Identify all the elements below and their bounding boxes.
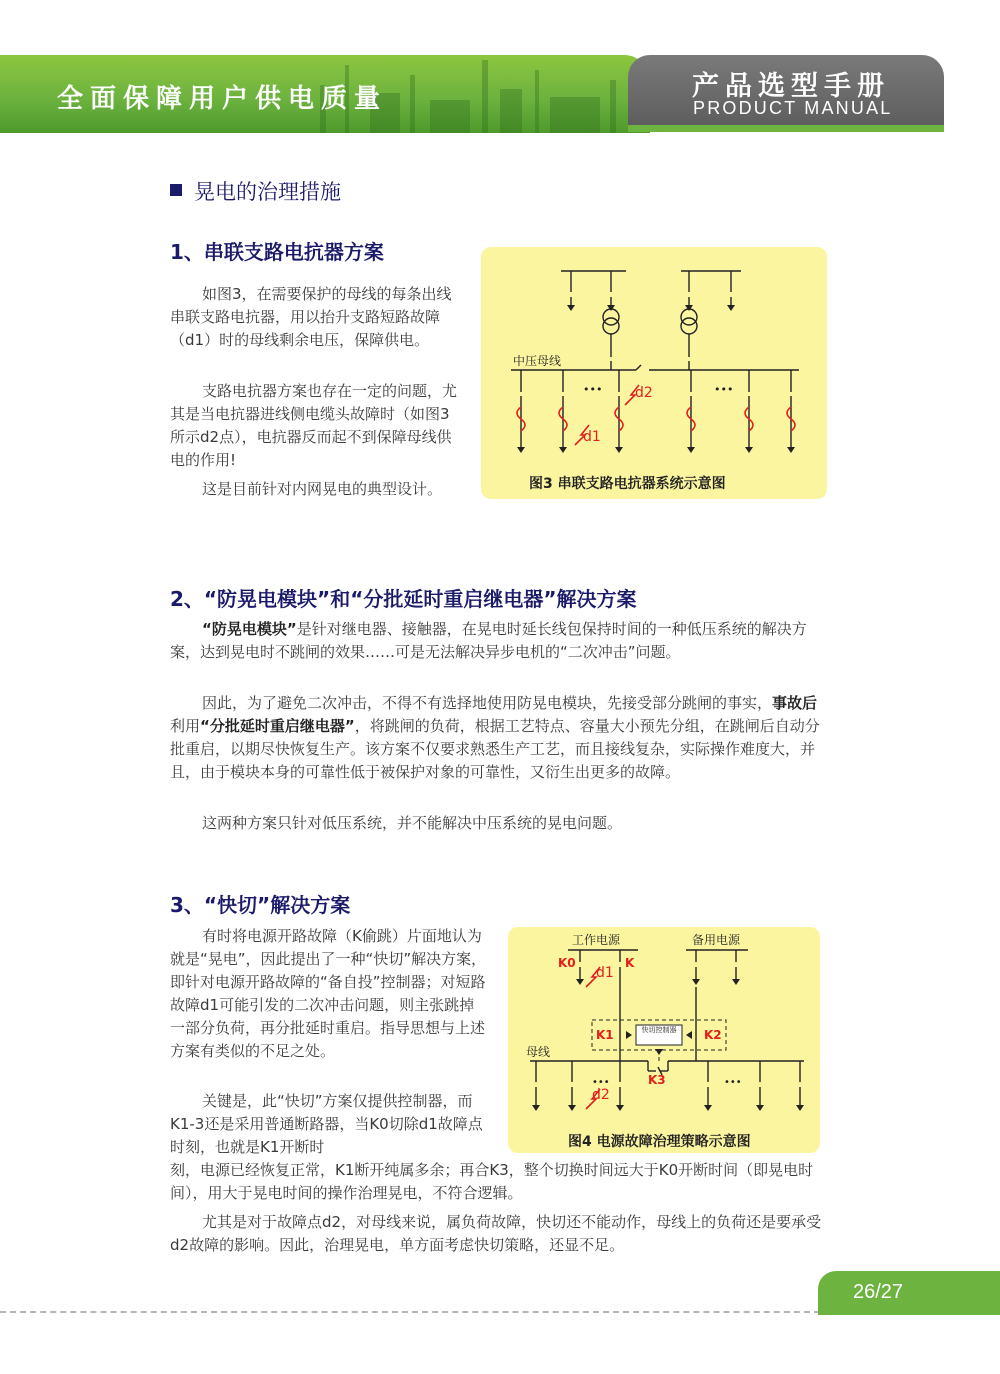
section2-paragraph-2 (170, 692, 822, 784)
dots-right: ••• (714, 383, 734, 396)
figure-4-caption: 图4 电源故障治理策略示意图 (568, 1134, 751, 1150)
section3-paragraph-3: 尤其是对于故障点d2，对母线来说，属负荷故障，快切还不能动作，母线上的负荷还是要承受d2故障的影响。因此，治理晃电，单方面考虑快切策略，还显不足。 (170, 1213, 822, 1254)
figure-4 (508, 927, 820, 1153)
manual-title-en: PRODUCT MANUAL (693, 98, 893, 118)
section3-title: 3、“快切”解决方案 (170, 893, 351, 917)
section2-p2-a: 因此，为了避免二次冲击，不得不有选择地使用防晃电模块，先接受部分跳闸的事实， (202, 694, 773, 712)
fault-d1-label: d1 (583, 429, 601, 445)
label-d1: d1 (596, 965, 614, 981)
figure-3-caption: 图3 串联支路电抗器系统示意图 (529, 476, 726, 492)
manual-title-cn: 产品选型手册 (692, 71, 890, 102)
manual-tab-base (628, 125, 944, 132)
page-title-text: 晃电的治理措施 (194, 180, 341, 204)
page-number: 26/27 (853, 1281, 904, 1303)
section2-p1-rest: 是针对继电器、接触器，在晃电时延长线包保持时间的一种低压系统的解决方案，达到晃电时不跳闸的效果……可是无法解决异步电机的“二次冲击”问题。 (170, 620, 807, 661)
figure-3 (481, 247, 827, 499)
figure-3-diagram (481, 247, 827, 499)
page-title (170, 176, 341, 206)
footer-divider (0, 1311, 820, 1313)
section2-paragraph-1 (170, 618, 822, 664)
section2-p2-b: 利用 (170, 717, 201, 735)
section1-title: 1、串联支路电抗器方案 (170, 240, 384, 264)
label-k: K (625, 956, 635, 970)
section1-paragraph-3: 这是目前针对内网晃电的典型设计。 (202, 480, 443, 498)
section1-paragraph-1: 如图3，在需要保护的母线的每条出线串联支路电抗器，用以抬升支路短路故障（d1）时的母线剩余电压，保障供电。 (170, 285, 452, 349)
label-k3: K3 (648, 1073, 666, 1087)
section2-title: 2、“防晃电模块”和“分批延时重启继电器”解决方案 (170, 587, 637, 611)
section2-paragraph-3: 这两种方案只针对低压系统，并不能解决中压系统的晃电问题。 (202, 814, 623, 832)
label-d2: d2 (592, 1087, 610, 1103)
section2-p2-c: ，将跳闸的负荷，根据工艺特点、容量大小预先分组，在跳闸后自动分批重启，以期尽快恢复生产。该方案不仅要求熟悉生产工艺，而且接线复杂，实际操作难度大，并且，由于模块本身的可靠性低于被保护对象的可靠性，又衍生出更多的故障。 (170, 717, 820, 781)
bold-after-fault: 事故后 (772, 694, 818, 712)
header-slogan: 全面保障用户供电质量 (57, 84, 388, 114)
section3-paragraph-1: 有时将电源开路故障（K偷跳）片面地认为就是“晃电”，因此提出了一种“快切”解决方案，即针对电源开路故障的“备自投”控制器；对短路故障d1可能引发的二次冲击问题，则主张跳掉一部分负荷，再分批延时重启。指导思想与上述方案有类似的不足之处。 (170, 927, 487, 1060)
footer-page-tab (818, 1271, 1000, 1315)
label-work-source: 工作电源 (572, 933, 621, 947)
bold-delay-restart-relay: “分批延时重启继电器” (200, 717, 355, 735)
label-bus: 母线 (526, 1045, 551, 1059)
section3-paragraph-2b: 刻，电源已经恢复正常，K1断开纯属多余；再合K3，整个切换时间远大于K0开断时间（即晃电时间），用大于晃电时间的操作治理晃电，不符合逻辑。 (170, 1161, 814, 1202)
label-backup-source: 备用电源 (692, 933, 741, 947)
figure-4-diagram (508, 927, 820, 1153)
bold-anti-sag-module: “防晃电模块” (202, 620, 297, 638)
bus-label-mv: 中压母线 (513, 354, 562, 368)
label-k2: K2 (704, 1028, 722, 1042)
bullet-square-icon (170, 184, 182, 196)
dots-right: ••• (724, 1077, 742, 1088)
controller-label: 快切控制器 (641, 1026, 677, 1034)
fault-d2-label: d2 (635, 385, 653, 401)
label-k1: K1 (596, 1028, 614, 1042)
dots-left: ••• (583, 383, 603, 396)
label-k0: K0 (558, 956, 576, 970)
section1-paragraph-2: 支路电抗器方案也存在一定的问题，尤其是当电抗器进线侧电缆头故障时（如图3所示d2点），电抗器反而起不到保障母线供电的作用! (170, 382, 458, 469)
dots-left: ••• (592, 1077, 610, 1088)
section3-paragraph-2a: 关键是，此“快切”方案仅提供控制器，而K1-3还是采用普通断路器，当K0切除d1故障点时刻，也就是K1开断时 (170, 1092, 483, 1156)
